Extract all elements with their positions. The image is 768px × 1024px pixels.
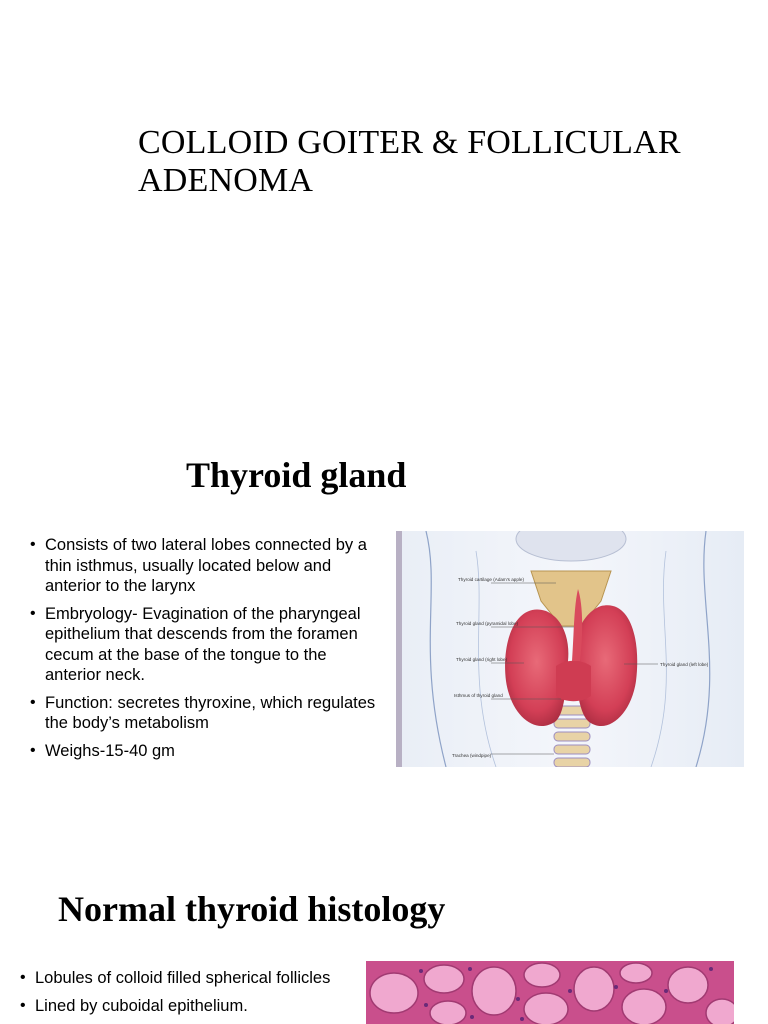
bullet-item: • Embryology- Evagination of the pharyngeal epithelium that descends from the foramen cecum at the base of the tongue to the anterior neck.: [30, 604, 380, 686]
label-pyramidal: Thyroid gland (pyramidal lobe): [456, 621, 519, 626]
label-cartilage: Thyroid cartilage (Adam's apple): [458, 577, 524, 582]
thyroid-isthmus: [556, 661, 591, 702]
thyroid-anatomy-illustration: [396, 531, 744, 767]
bullet-item: • Function: secretes thyroxine, which regulates the body’s metabolism: [30, 693, 380, 734]
thyroid-anatomy-svg: [396, 531, 744, 767]
thyroid-bullet-list: [30, 535, 380, 768]
title-line-2: ADENOMA: [138, 162, 314, 199]
normal-histology-heading: Normal thyroid histology: [58, 889, 446, 929]
bullet-item: • Lobules of colloid filled spherical follicles: [20, 968, 365, 989]
label-trachea: Trachea (windpipe): [452, 753, 492, 758]
bullet-item: • Consists of two lateral lobes connected by a thin isthmus, usually located below and anterior to the larynx: [30, 535, 380, 597]
thyroid-histology-image: [366, 961, 734, 1024]
title-line-1: COLLOID GOITER & FOLLICULAR: [138, 124, 681, 161]
figure-edge: [396, 531, 402, 767]
bullet-item: • Lined by cuboidal epithelium.: [20, 996, 365, 1017]
label-left-lobe: Thyroid gland (left lobe): [660, 662, 709, 667]
histology-svg: [366, 961, 734, 1024]
bullet-item: • Weighs-15-40 gm: [30, 741, 380, 762]
label-right-lobe: Thyroid gland (right lobe): [456, 657, 508, 662]
histology-bullet-list: [20, 968, 365, 1023]
title-slide-heading: [138, 124, 738, 200]
label-isthmus: Isthmus of thyroid gland: [454, 693, 503, 698]
thyroid-gland-heading: Thyroid gland: [186, 455, 407, 495]
